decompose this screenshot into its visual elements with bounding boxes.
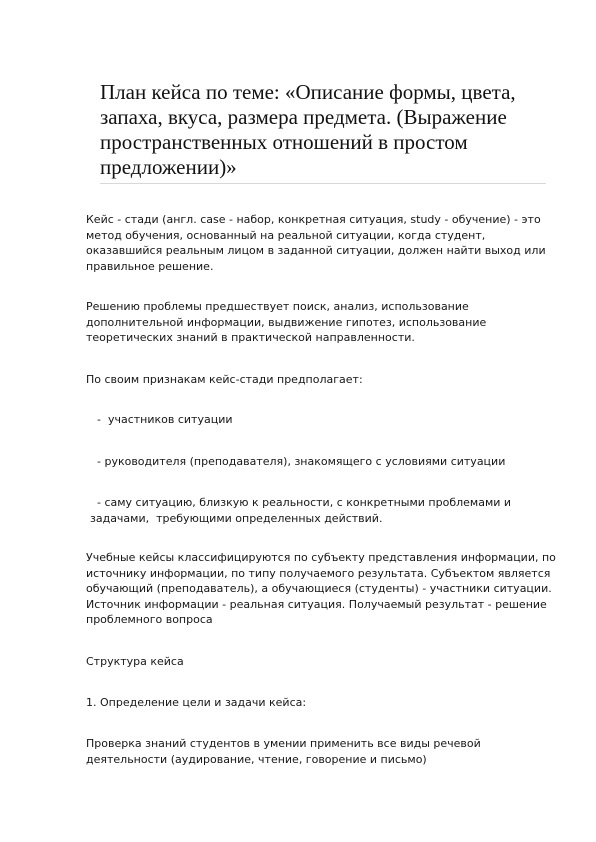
paragraph-case-classification: Учебные кейсы классифицируются по субъекту представления информации, по источнику информации, по типу получаемого результата. Субъектом является обучающий (преподаватель), а обучающиеся (студенты) - участники ситуации. Источник информации - реальная ситуация. Получаемый результат - решение проблемного вопроса xyxy=(86,551,556,627)
section-heading-case-structure: Структура кейса xyxy=(86,655,184,668)
list-item-situation: - саму ситуацию, близкую к реальности, с конкретными проблемами и задачами, требующими определенных действий. xyxy=(90,496,515,525)
paragraph-case-study-definition: Кейс - стади (англ. case - набор, конкретная ситуация, study - обучение) - это метод обучения, основанный на реальной ситуации, когда студент, оказавшийся реальным лицом в заданной ситуации, должен найти выход или правильное решение. xyxy=(86,213,546,273)
list-item-participants: - участников ситуации xyxy=(90,413,233,426)
paragraph-features-intro: По своим признакам кейс-стади предполагает: xyxy=(86,373,363,386)
document-title: План кейса по теме: «Описание формы, цвета, запаха, вкуса, размера предмета. (Выражение пространственных отношений в простом предложении)» xyxy=(100,80,546,184)
paragraph-knowledge-check: Проверка знаний студентов в умении применить все виды речевой деятельности (аудирование, чтение, говорение и письмо) xyxy=(86,737,481,766)
list-item-leader: - руководителя (преподавателя), знакомящего с условиями ситуации xyxy=(90,455,506,468)
section-item-goal-definition: 1. Определение цели и задачи кейса: xyxy=(86,696,307,709)
paragraph-problem-solving: Решению проблемы предшествует поиск, анализ, использование дополнительной информации, выдвижение гипотез, использование теоретических знаний в практической направленности. xyxy=(86,300,487,345)
